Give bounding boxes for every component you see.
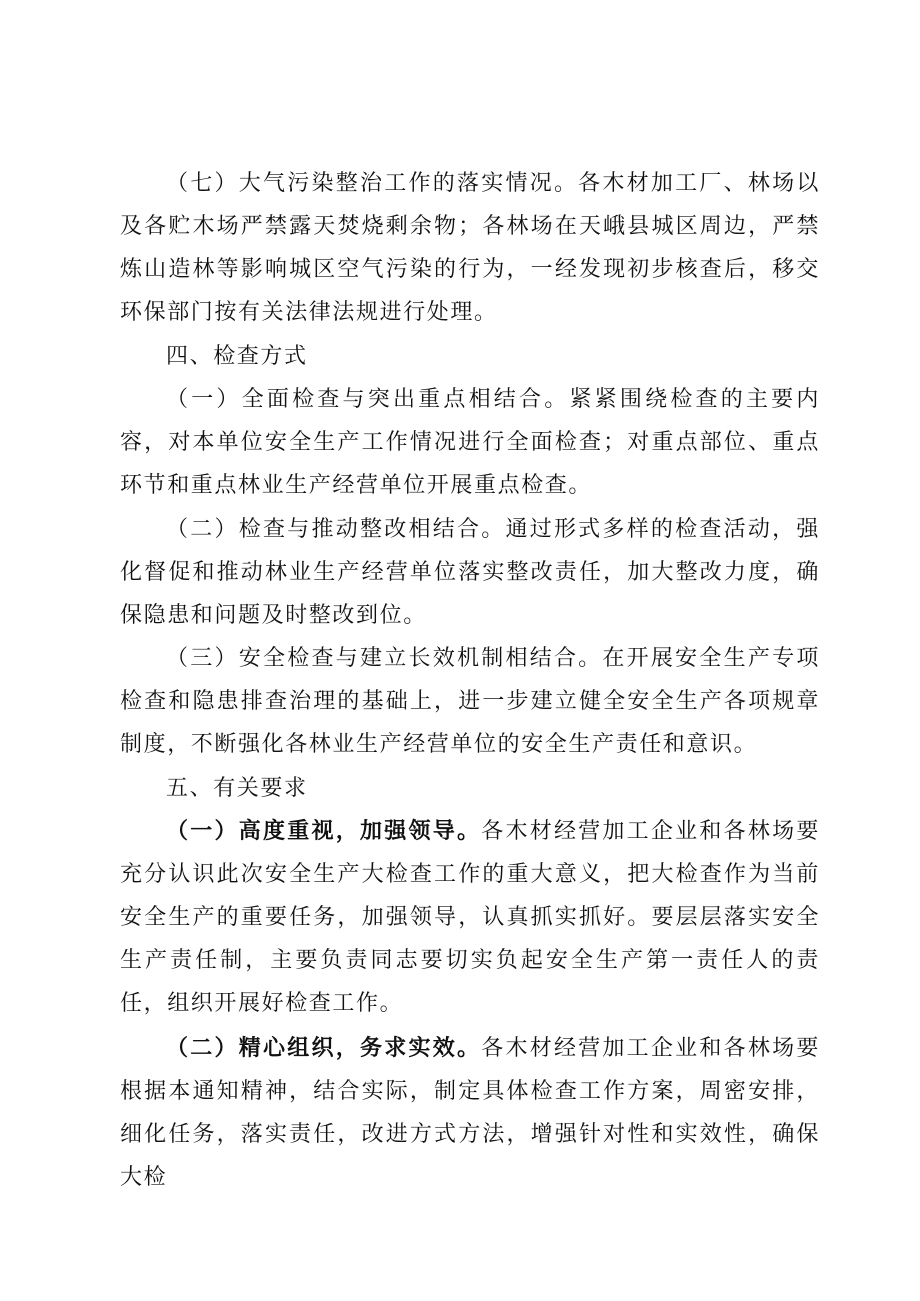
heading-inspection-methods: 四、检查方式 [166, 344, 308, 369]
paragraph-method-3: （三）安全检查与建立长效机制相结合。在开展安全生产专项检查和隐患排查治理的基础上，进一步建立健全安全生产各项规章制度，不断强化各林业生产经营单位的安全生产责任和意识。 [120, 646, 820, 757]
paragraph-method-2: （二）检查与推动整改相结合。通过形式多样的检查活动，强化督促和推动林业生产经营单位落实整改责任，加大整改力度，确保隐患和问题及时整改到位。 [120, 517, 820, 628]
paragraph-method-1: （一）全面检查与突出重点相结合。紧紧围绕检查的主要内容，对本单位安全生产工作情况进行全面检查；对重点部位、重点环节和重点林业生产经营单位开展重点检查。 [120, 387, 820, 498]
paragraph-air-pollution: （七）大气污染整治工作的落实情况。各木材加工厂、林场以及各贮木场严禁露天焚烧剩余物；各林场在天峨县城区周边，严禁炼山造林等影响城区空气污染的行为，一经发现初步核查后，移交环保部门按有关法律法规进行处理。 [120, 171, 820, 325]
requirement-1-lead: （一）高度重视，加强领导。 [166, 819, 482, 844]
requirement-1-body: 各木材经营加工企业和各林场要充分认识此次安全生产大检查工作的重大意义，把大检查作为当前安全生产的重要任务，加强领导，认真抓实抓好。要层层落实安全生产责任制，主要负责同志要切实负起安全生产第一责任人的责任，组织开展好检查工作。 [120, 819, 820, 1016]
heading-requirements: 五、有关要求 [166, 776, 308, 801]
requirement-2-lead: （二）精心组织，务求实效。 [166, 1036, 482, 1061]
requirement-2-body: 各木材经营加工企业和各林场要根据本通知精神，结合实际，制定具体检查工作方案，周密安排，细化任务，落实责任，改进方式方法，增强针对性和实效性，确保大检 [120, 1036, 820, 1190]
paragraph-requirement-2 [120, 1027, 820, 1199]
paragraph-requirement-1 [120, 810, 820, 1025]
